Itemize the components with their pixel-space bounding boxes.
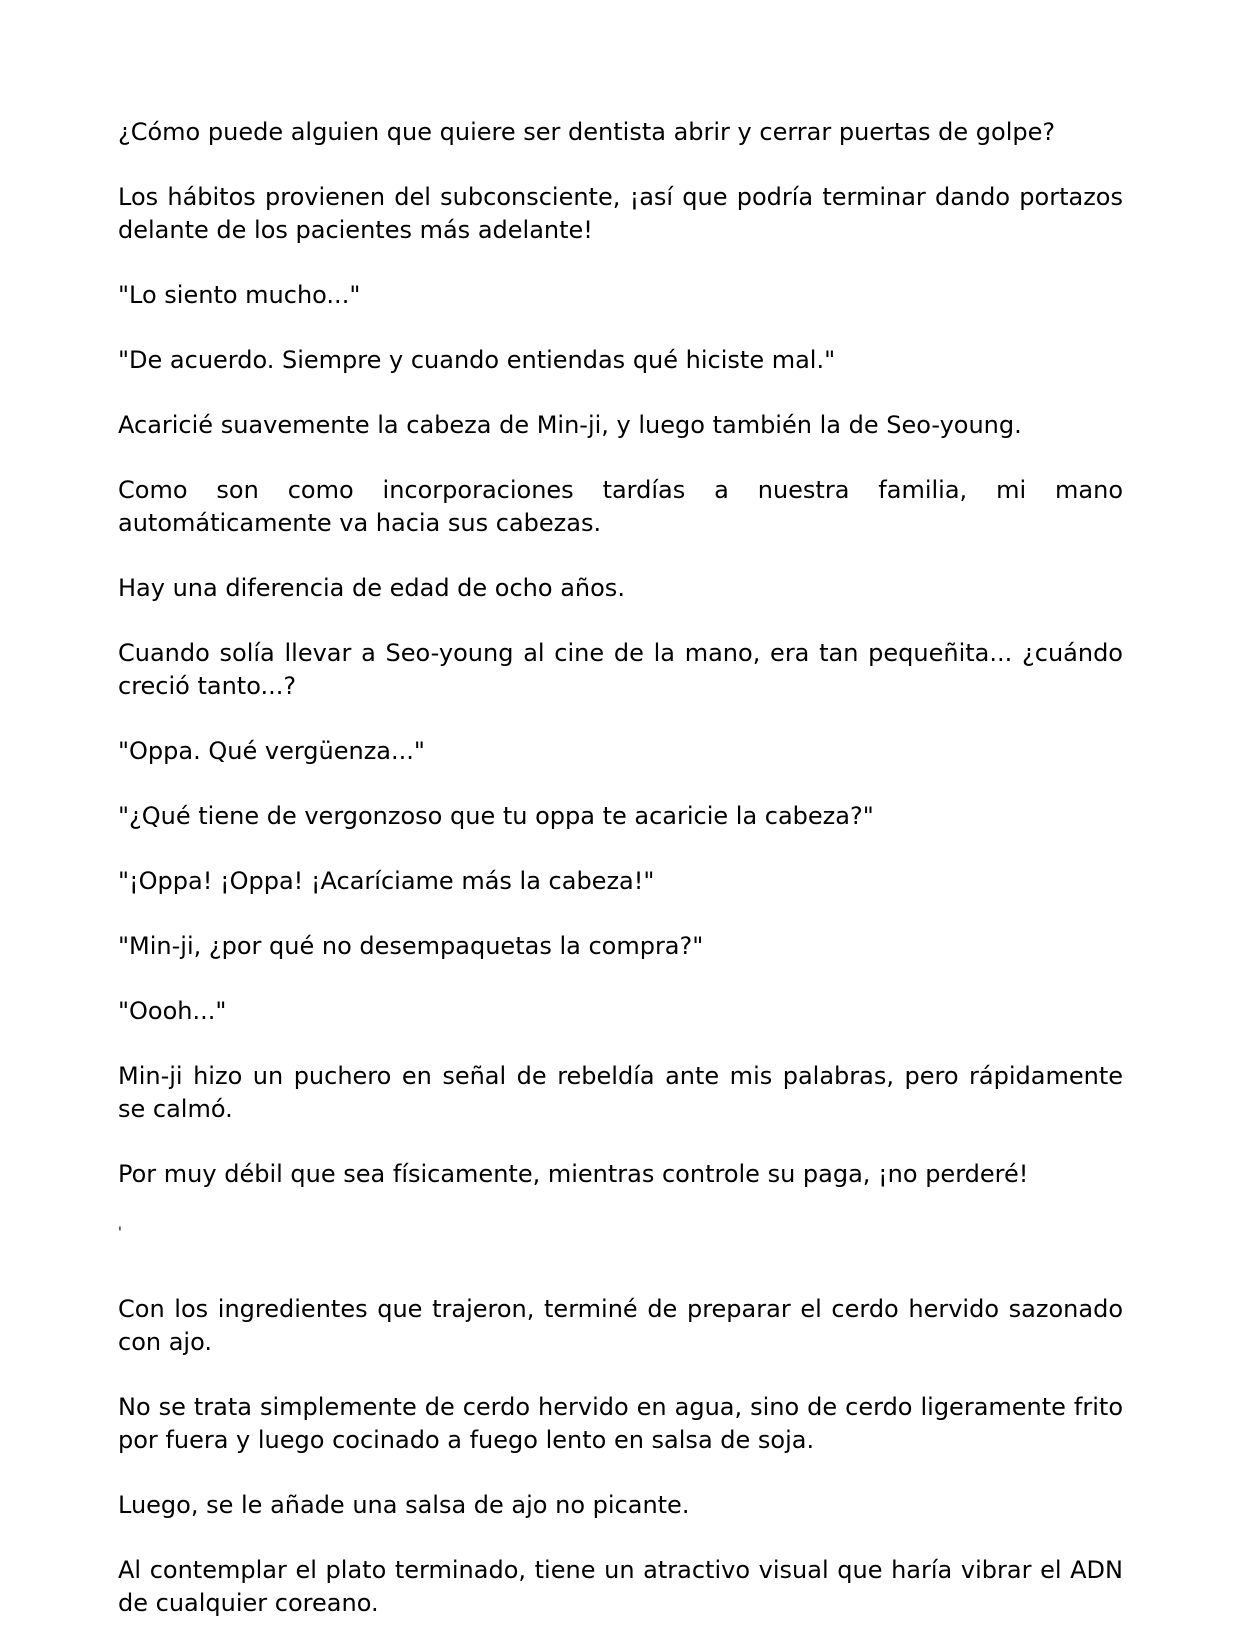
- paragraph-5: Acaricié suavemente la cabeza de Min-ji, y luego también la de Seo-young.: [118, 411, 1022, 439]
- paragraph-11: "¡Oppa! ¡Oppa! ¡Acaríciame más la cabeza!": [118, 867, 655, 895]
- paragraph-4: "De acuerdo. Siempre y cuando entiendas qué hiciste mal.": [118, 346, 836, 374]
- paragraph-17: No se trata simplemente de cerdo hervido en agua, sino de cerdo ligeramente frito por fuera y luego cocinado a fuego lento en salsa de soja.: [118, 1393, 1123, 1454]
- section-separator-mark: ': [118, 1225, 122, 1241]
- paragraph-8: Cuando solía llevar a Seo-young al cine de la mano, era tan pequeñita... ¿cuándo creció tanto...?: [118, 639, 1123, 700]
- paragraph-12: "Min-ji, ¿por qué no desempaquetas la compra?": [118, 932, 704, 960]
- paragraph-2: Los hábitos provienen del subconsciente, ¡así que podría terminar dando portazos delante de los pacientes más adelante!: [118, 183, 1123, 244]
- paragraph-19: Al contemplar el plato terminado, tiene un atractivo visual que haría vibrar el ADN de cualquier coreano.: [118, 1556, 1123, 1617]
- paragraph-10: "¿Qué tiene de vergonzoso que tu oppa te acaricie la cabeza?": [118, 802, 874, 830]
- paragraph-16: Con los ingredientes que trajeron, terminé de preparar el cerdo hervido sazonado con ajo.: [118, 1295, 1123, 1356]
- paragraph-6: Como son como incorporaciones tardías a nuestra familia, mi mano automáticamente va hacia sus cabezas.: [118, 476, 1123, 537]
- paragraph-7: Hay una diferencia de edad de ocho años.: [118, 574, 625, 602]
- paragraph-9: "Oppa. Qué vergüenza...": [118, 737, 425, 765]
- paragraph-15: Por muy débil que sea físicamente, mientras controle su paga, ¡no perderé!: [118, 1160, 1029, 1188]
- paragraph-18: Luego, se le añade una salsa de ajo no picante.: [118, 1491, 690, 1519]
- paragraph-14: Min-ji hizo un puchero en señal de rebeldía ante mis palabras, pero rápidamente se calmó.: [118, 1062, 1123, 1123]
- paragraph-13: "Oooh...": [118, 997, 227, 1025]
- paragraph-3: "Lo siento mucho...": [118, 281, 361, 309]
- paragraph-1: ¿Cómo puede alguien que quiere ser dentista abrir y cerrar puertas de golpe?: [118, 118, 1056, 146]
- document-page: [118, 116, 1123, 1652]
